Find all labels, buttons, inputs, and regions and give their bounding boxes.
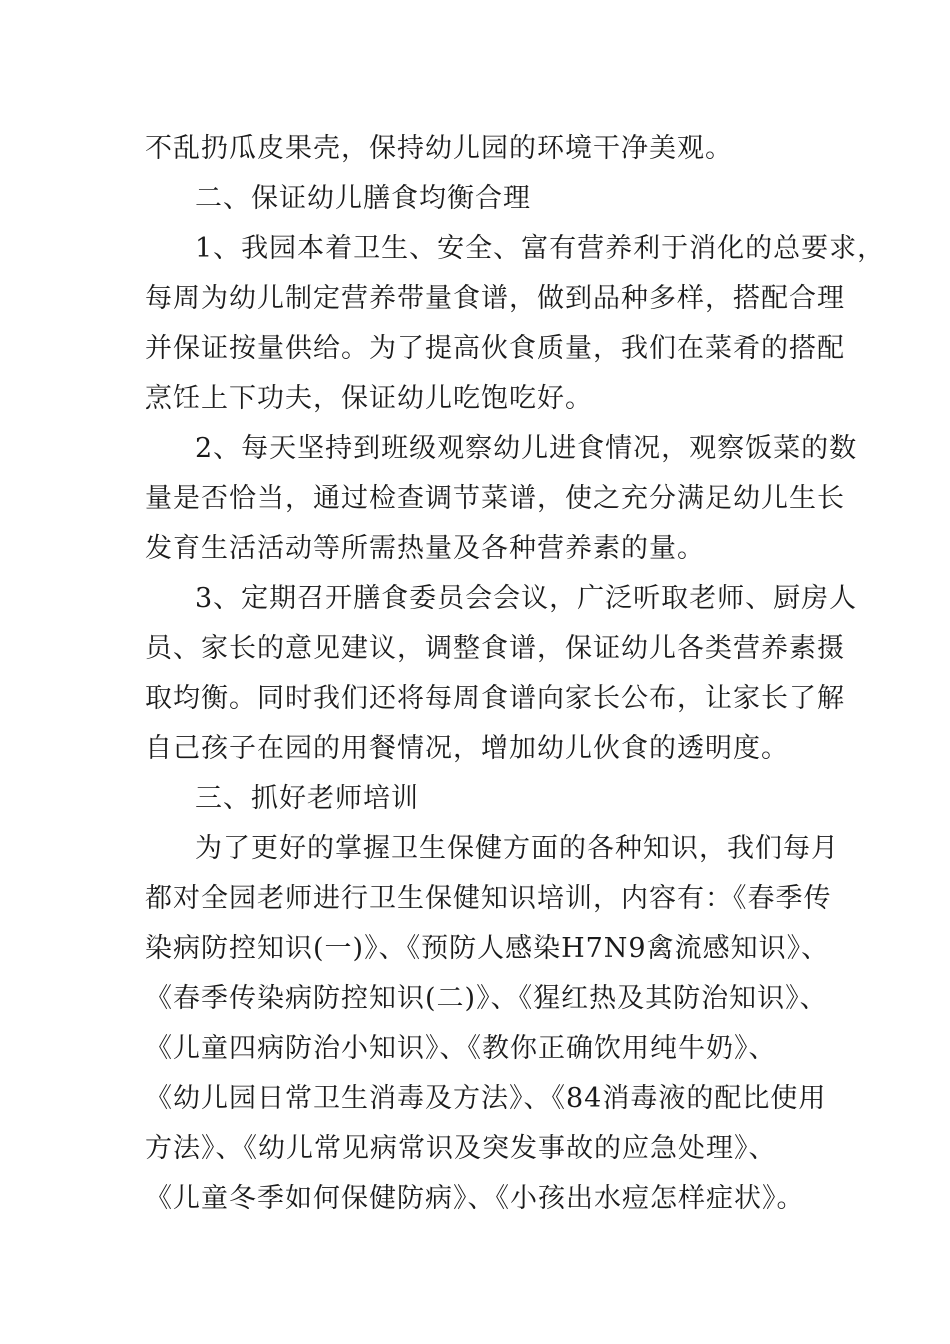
paragraph-line: 2、每天坚持到班级观察幼儿进食情况，观察饭菜的数 [195, 433, 858, 464]
paragraph-line: 1、我园本着卫生、安全、富有营养利于消化的总要求， [195, 233, 886, 264]
paragraph-line: 《儿童四病防治小知识》、《教你正确饮用纯牛奶》、 [145, 1033, 777, 1064]
paragraph-line: 方法》、《幼儿常见病常识及突发事故的应急处理》、 [145, 1133, 777, 1164]
paragraph-line: 自己孩子在园的用餐情况，增加幼儿伙食的透明度。 [145, 733, 789, 764]
paragraph-line: 《儿童冬季如何保健防病》、《小孩出水痘怎样症状》。 [145, 1183, 805, 1214]
paragraph-line: 取均衡。同时我们还将每周食谱向家长公布，让家长了解 [145, 683, 845, 714]
paragraph-line: 染病防控知识(一)》、《预防人感染H7N9禽流感知识》、 [145, 933, 830, 964]
paragraph-line: 量是否恰当，通过检查调节菜谱，使之充分满足幼儿生长 [145, 483, 845, 514]
paragraph-line: 3、定期召开膳食委员会会议，广泛听取老师、厨房人 [195, 583, 858, 614]
paragraph-line: 为了更好的掌握卫生保健方面的各种知识，我们每月 [195, 833, 839, 864]
paragraph-line: 员、家长的意见建议，调整食谱，保证幼儿各类营养素摄 [145, 633, 845, 664]
paragraph-line: 都对全园老师进行卫生保健知识培训，内容有：《春季传 [145, 883, 832, 914]
paragraph-line: 每周为幼儿制定营养带量食谱，做到品种多样，搭配合理 [145, 283, 845, 314]
paragraph-line: 《春季传染病防控知识(二)》、《猩红热及其防治知识》、 [145, 983, 828, 1014]
section-heading-3: 三、抓好老师培训 [195, 783, 419, 814]
paragraph-line: 发育生活活动等所需热量及各种营养素的量。 [145, 533, 705, 564]
paragraph-line: 不乱扔瓜皮果壳，保持幼儿园的环境干净美观。 [145, 133, 733, 164]
paragraph-line: 《幼儿园日常卫生消毒及方法》、《84消毒液的配比使用 [145, 1083, 827, 1114]
paragraph-line: 并保证按量供给。为了提高伙食质量，我们在菜肴的搭配 [145, 333, 845, 364]
section-heading-2: 二、保证幼儿膳食均衡合理 [195, 183, 531, 214]
paragraph-line: 烹饪上下功夫，保证幼儿吃饱吃好。 [145, 383, 593, 414]
